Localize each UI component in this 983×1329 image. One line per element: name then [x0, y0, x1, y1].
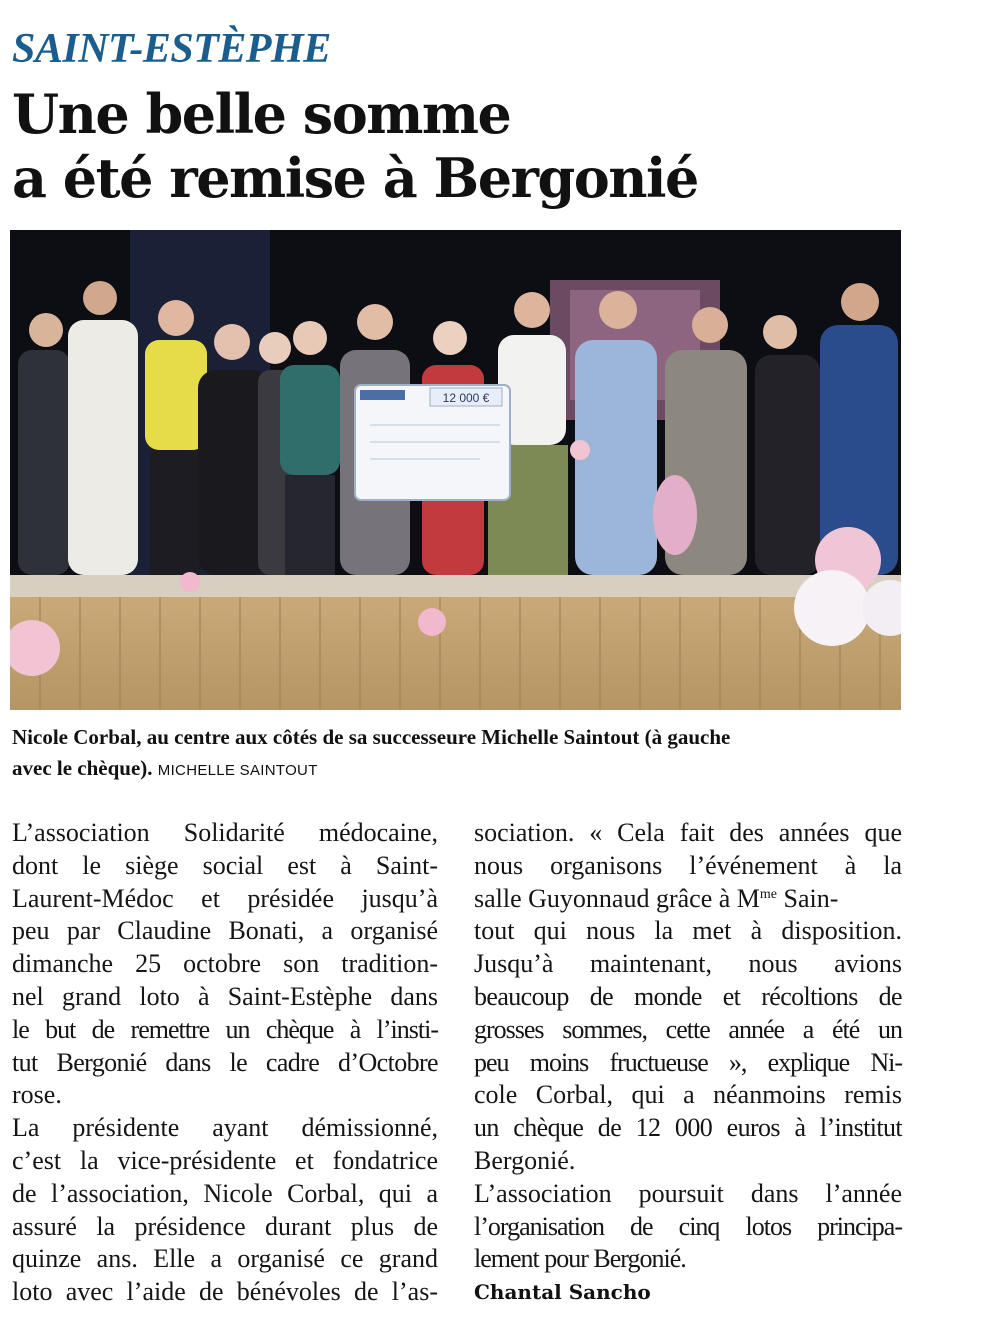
caption-line-2: avec le chèque). [12, 756, 153, 780]
giant-cheque [355, 385, 510, 500]
stage-skirt [10, 597, 901, 710]
article-line: cole Corbal, qui a néanmoins remis [474, 1080, 902, 1110]
article-column-right [474, 817, 902, 1308]
article-line: peu moins fructueuse », explique Ni- [474, 1047, 902, 1077]
article-line: nous organisons l’événement à la [474, 850, 902, 880]
article-column-left [12, 817, 438, 1309]
article-line: de l’association, Nicole Corbal, qui a [12, 1178, 438, 1208]
article-line: dont le siège social est à Saint- [12, 850, 438, 880]
article-line: le but de remettre un chèque à l’insti- [12, 1014, 438, 1044]
headline-line-1: Une belle somme [12, 82, 511, 146]
article-line: loto avec l’aide de bénévoles de l’as- [12, 1277, 438, 1307]
ribbon-bow [418, 608, 446, 636]
article-line: dimanche 25 octobre son tradition- [12, 949, 438, 979]
photo-caption [12, 722, 902, 786]
article-line: un chèque de 12 000 euros à l’institut [474, 1113, 902, 1143]
mme-superscript: me [759, 886, 778, 902]
article-line-mme [474, 883, 902, 916]
article-line: tut Bergonié dans le cadre d’Octobre [12, 1047, 438, 1077]
article-line: tout qui nous la met à disposition. [474, 916, 902, 946]
article-line-part: Sain- [777, 883, 839, 913]
article-line: quinze ans. Elle a organisé ce grand [12, 1244, 438, 1274]
article-line: Jusqu’à maintenant, nous avions [474, 949, 902, 979]
article-line: sociation. « Cela fait des années que [474, 818, 902, 847]
headline [12, 82, 698, 210]
article-line: La présidente ayant démissionné, [12, 1113, 438, 1143]
cheque-amount: 12 000 € [442, 391, 490, 405]
article-author: Chantal Sancho [474, 1280, 651, 1305]
article-line: nel grand loto à Saint-Estèphe dans [12, 981, 438, 1011]
article-line: Laurent-Médoc et présidée jusqu’à [12, 883, 438, 913]
caption-line-1: Nicole Corbal, au centre aux côtés de sa successeure Michelle Saintout (à gauche [12, 725, 731, 749]
article-line: grosses sommes, cette année a été un [474, 1014, 902, 1044]
article-line: peu par Claudine Bonati, a organisé [12, 916, 438, 946]
article-line: beaucoup de monde et récoltions de [474, 981, 902, 1011]
article-line: assuré la présidence durant plus de [12, 1211, 438, 1241]
article-line: L’association poursuit dans l’année [474, 1178, 902, 1208]
photo-credit: MICHELLE SAINTOUT [157, 762, 318, 779]
group-photo-illustration [10, 230, 901, 710]
article-photo [10, 230, 901, 710]
article-line: lement pour Bergonié. [474, 1244, 686, 1274]
headline-line-2: a été remise à Bergonié [12, 146, 698, 210]
article-line-part: salle Guyonnaud grâce à M [474, 883, 760, 913]
article-line: L’association Solidarité médocaine, [12, 818, 438, 847]
article-line: Bergonié. [474, 1145, 576, 1175]
article-line: c’est la vice-présidente et fondatrice [12, 1145, 438, 1175]
article-line: rose. [12, 1080, 62, 1110]
article-line: l’organisation de cinq lotos principa- [474, 1211, 902, 1241]
section-kicker: SAINT-ESTÈPHE [12, 26, 331, 72]
